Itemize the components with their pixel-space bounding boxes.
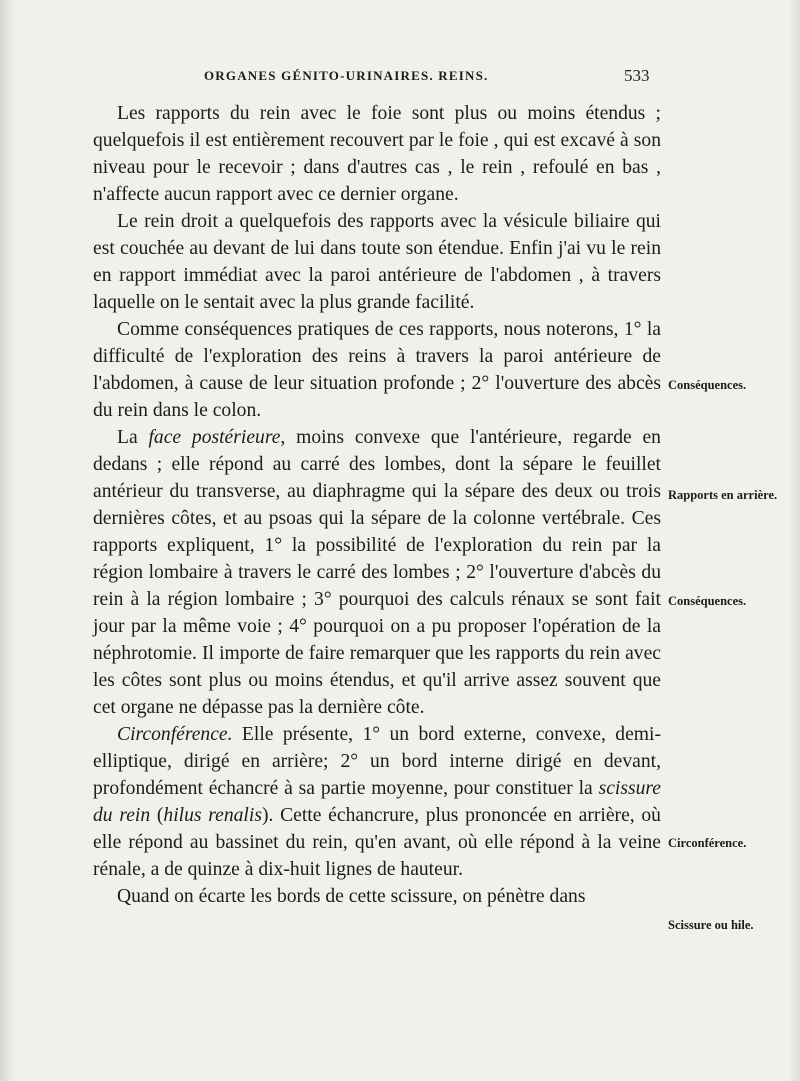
margin-note-consequences-2: Conséquences. xyxy=(668,594,747,608)
margin-note-scissure-hile: Scissure ou hile. xyxy=(668,918,754,932)
italic-term: scissure du rein xyxy=(93,778,661,826)
margin-note-circonference: Circonférence. xyxy=(668,836,747,850)
running-head: ORGANES GÉNITO-URINAIRES. REINS. xyxy=(204,68,489,83)
body-text xyxy=(93,100,661,910)
page-edge-right xyxy=(788,0,800,1081)
page-number: 533 xyxy=(624,66,650,85)
paragraph-text: ( xyxy=(150,805,164,826)
paragraph-4 xyxy=(93,424,661,721)
paragraph-text: ). Cette échancrure, plus prononcée en arrière, où elle répond au bassinet du rein, qu'en avant, où elle répond à la veine rénale, a de quinze à dix-huit lignes de hauteur. xyxy=(93,805,661,880)
italic-term: Circonférence. xyxy=(117,724,233,745)
paragraph-5 xyxy=(93,721,661,883)
paragraph-text: Les rapports du rein avec le foie sont plus ou moins étendus ; quelquefois il est entièrement recouvert par le foie , qui est excavé à son niveau pour le recevoir ; dans d'autres cas , le rein , refoulé en bas , n'affecte aucun rapport avec ce dernier organe. xyxy=(93,103,661,205)
italic-term: face postérieure xyxy=(148,427,281,448)
paragraph-text: Elle présente, 1° un bord externe, convexe, demi-elliptique, dirigé en arrière; 2° un bord interne dirigé en devant, profondément échancré à sa partie moyenne, pour constituer la xyxy=(93,724,661,799)
italic-term: hilus renalis xyxy=(163,805,262,826)
paragraph-text: , moins convexe que l'antérieure, regarde en dedans ; elle répond au carré des lombes, dont la sépare le feuillet antérieur du transverse, au diaphragme qui la sépare des deux ou trois dernières côtes, et au psoas qui la sépare de la colonne vertébrale. Ces rapports expliquent, 1° la possibilité de l'exploration du rein par la région lombaire à travers le carré des lombes ; 2° l'ouverture d'abcès du rein à la région lombaire ; 3° pourquoi des calculs rénaux se sont fait jour par la même voie ; 4° pourquoi on a pu proposer l'opération de la néphrotomie. Il importe de faire remarquer que les rapports du rein avec les côtes sont plus ou moins étendus, et qu'il arrive assez souvent que cet organe ne dépasse pas la dernière côte. xyxy=(93,427,661,718)
paragraph-2 xyxy=(93,208,661,316)
paragraph-text: Comme conséquences pratiques de ces rapports, nous noterons, 1° la difficulté de l'exploration des reins à travers la paroi antérieure de l'abdomen, à cause de leur situation profonde ; 2° l'ouverture des abcès du rein dans le colon. xyxy=(93,319,661,421)
paragraph-text: La xyxy=(117,427,149,448)
margin-note-consequences-1: Conséquences. xyxy=(668,378,747,392)
paragraph-6 xyxy=(93,883,661,910)
margin-note-rapports-arriere: Rapports en arrière. xyxy=(668,488,778,502)
page-edge-left xyxy=(0,0,14,1081)
paragraph-3 xyxy=(93,316,661,424)
paragraph-text: Quand on écarte les bords de cette scissure, on pénètre dans xyxy=(117,886,586,907)
paragraph-text: Le rein droit a quelquefois des rapports avec la vésicule biliaire qui est couchée au devant de lui dans toute son étendue. Enfin j'ai vu le rein en rapport immédiat avec la paroi antérieure de l'abdomen , à travers laquelle on le sentait avec la plus grande facilité. xyxy=(93,211,661,313)
paragraph-1 xyxy=(93,100,661,208)
